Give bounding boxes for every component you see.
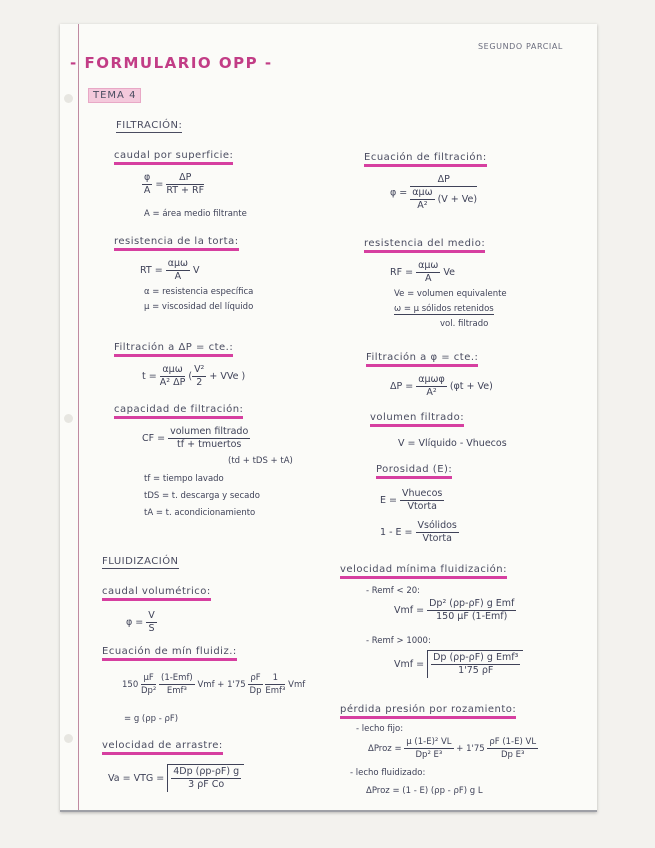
corner-note: SEGUNDO PARCIAL [478,42,563,51]
formula-vel-arrastre: Va = VTG = $\frac{4Dp (\rho p-\rho F) g}{\text{3 ρF Co}}$ [108,764,244,792]
page-title: - FORMULARIO OPP - [70,54,273,72]
heading-porosidad: Porosidad (E): [376,464,452,479]
heading-dp-cte: Filtración a ΔP = cte.: [114,342,233,357]
formula-caudal-superficie: $\frac{\varphi}{A}$ = $\frac{\Delta P}{RT + RF}$ [143,172,205,196]
formula-phi-cte: ΔP = $\frac{\text{αμωφ}}{\text{A²}}$ (φt + Ve) [390,374,493,398]
punch-hole [64,734,73,743]
section-filtracion: FILTRACIÓN: [116,120,183,131]
punch-hole [64,414,73,423]
formula-1-porosidad: 1 - E = $\frac{\text{Vsólidos}}{\text{Vtorta}}$ [380,520,457,544]
formula-resist-medio: RF = $\frac{\text{αμω}}{A}$ Ve [390,260,455,284]
note-tds: tDS = t. descarga y secado [144,491,260,501]
heading-vol-filtrado: volumen filtrado: [370,412,464,427]
formula-capacidad: CF = $\frac{\text{volumen filtrado}}{\text{tf + tmuertos}}$ [142,426,249,450]
formula-resist-torta: RT = $\frac{\text{αμω}}{A}$ V [140,258,200,282]
note-vol-filtrado: vol. filtrado [440,319,489,329]
note-omega: ω = μ sólidos retenidos [394,304,494,314]
heading-ec-filtracion: Ecuación de filtración: [364,152,487,167]
note-area: A = área medio filtrante [144,209,247,219]
note-tf: tf = tiempo lavado [144,474,224,484]
heading-resist-torta: resistencia de la torta: [114,236,239,251]
formula-ec-filtracion: φ = ΔP $\frac{\text{αμω}}{\text{A²}}$ (V + Ve) [390,174,478,211]
case-lecho-fijo: - lecho fijo: [356,724,404,734]
heading-phi-cte: Filtración a φ = cte.: [366,352,478,367]
formula-ec-min: 150 $\frac{\mu F}{\text{Dp²}}$ $\frac{\text{(1-Emf)}}{\text{Emf³}}$ Vmf + 1'75 $\frac{\rho F}{Dp}$ $\frac{1}{\text{Emf³}}$ Vmf [122,673,306,696]
heading-ec-min: Ecuación de mín fluidiz.: [102,646,237,661]
punch-hole [64,94,73,103]
case-lecho-fluidizado: - lecho fluidizado: [350,768,426,778]
formula-ec-min-rhs: = g (ρp - ρF) [124,714,179,724]
heading-perdida: pérdida presión por rozamiento: [340,704,516,719]
heading-resist-medio: resistencia del medio: [364,238,485,253]
heading-vel-min: velocidad mínima fluidización: [340,564,507,579]
heading-caudal-superficie: caudal por superficie: [114,150,233,165]
formula-perdida-fluidizado: ΔProz = (1 - E) (ρp - ρF) g L [366,786,483,796]
note-mu: μ = viscosidad del líquido [144,302,254,312]
case-remf-20: - Remf < 20: [366,586,421,596]
case-remf-1000: - Remf > 1000: [366,636,431,646]
note-ve: Ve = volumen equivalente [394,289,507,299]
formula-porosidad: E = $\frac{\text{Vhuecos}}{\text{Vtorta}}$ [380,488,443,512]
formula-vmf-low: Vmf = $\frac{\text{Dp² (ρp-ρF) g Emf}}{\text{150 μF (1-Emf)}}$ [394,598,515,622]
formula-vol-filtrado: V = Vlíquido - Vhuecos [398,438,507,449]
notebook-page [60,24,597,812]
heading-vel-arrastre: velocidad de arrastre: [102,740,223,755]
tema-label: TEMA 4 [88,88,141,103]
formula-dp-cte: t = $\frac{\text{αμω}}{\text{A² ΔP}}$ ( $\frac{\text{V²}}{2}$ + VVe ) [142,364,246,388]
margin-line [78,24,79,810]
note-paren: (td + tDS + tA) [228,456,293,466]
note-alpha: α = resistencia específica [144,287,254,297]
note-ta: tA = t. acondicionamiento [144,508,256,518]
formula-caudal-vol: φ = $\frac{V}{S}$ [126,610,155,634]
heading-caudal-vol: caudal volumétrico: [102,586,211,601]
heading-capacidad: capacidad de filtración: [114,404,243,419]
section-fluidizacion: FLUIDIZACIÓN [102,556,179,567]
formula-vmf-high: Vmf = $\frac{\text{Dp (ρp-ρF) g Emf³}}{1'75 \rho F}$ [394,650,523,678]
formula-perdida-fijo: ΔProz = $\frac{\text{μ (1-E)² VL}}{\text{Dp² E³}}$ + 1'75 $\frac{\rho F (1-E) VL}{\text{Dp E³}}$ [368,737,537,760]
